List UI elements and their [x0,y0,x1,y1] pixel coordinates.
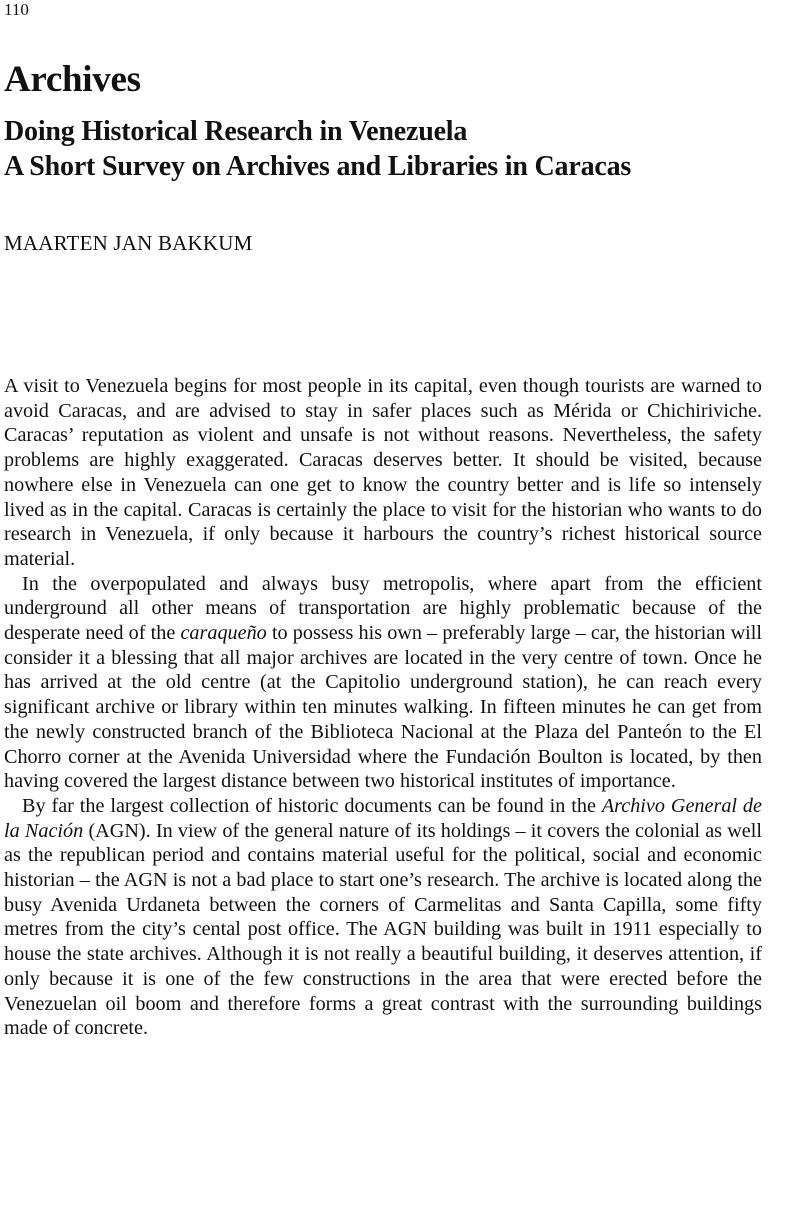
article-body [4,374,762,1041]
paragraph-1: A visit to Venezuela begins for most people in its capital, even though tourists are warned to avoid Caracas, and are advised to stay in safer places such as Mérida or Chichiriviche. Caracas’ reputation as violent and unsafe is not without reasons. Nevertheless, the safety problems are highly exaggerated. Caracas deserves better. It should be visited, because nowhere else in Venezuela can one get to know the country better and is life so intensely lived as in the capital. Caracas is certainly the place to visit for the historian who wants to do research in Venezuela, if only because it harbours the country’s richest historical source material. [4,375,762,570]
paragraph-2 [4,572,762,794]
paragraph-3 [4,794,762,1041]
page-number: 110 [4,0,29,19]
article-title-line-1: Doing Historical Research in Venezuela [4,116,468,147]
article-title [4,114,794,184]
paragraph-3-text-a: By far the largest collection of historic documents can be found in the [22,794,602,817]
article-title-line-2: A Short Survey on Archives and Libraries in Caracas [4,151,632,182]
paragraph-2-text-b: to possess his own – preferably large – car, the historian will consider it a blessing that all major archives are located in the very centre of town. Once he has arrived at the old centre (at the Capitolio underground station), he can reach every significant archive or library within ten minutes walking. In fifteen minutes he can get from the newly constructed branch of the Biblioteca Nacional at the Plaza del Panteón to the El Chorro corner at the Avenida Universidad where the Fundación Boulton is located, by then having covered the largest distance between two historical institutes of importance. [4,622,762,793]
paragraph-2-text-a: In the overpopulated and always busy metropolis, where apart from the efficient underground all other means of transportation are highly problematic because of the desperate need of the [4,572,762,645]
paragraph-3-text-b: (AGN). In view of the general nature of its holdings – it covers the colonial as well as the republican period and contains material useful for the political, social and economic historian – the AGN is not a bad place to start one’s research. The archive is located along the busy Avenida Urdaneta between the corners of Carmelitas and Santa Capilla, some fifty metres from the city’s cental post office. The AGN building was built in 1911 especially to house the state archives. Although it is not really a beautiful building, it deserves attention, if only because it is one of the few constructions in the area that were erected before the Venezuelan oil boom and therefore forms a great contrast with the surrounding buildings made of concrete. [4,819,762,1040]
paragraph-3-italic-term: Archivo General de la Nación [4,794,762,842]
paragraph-2-italic-term: caraqueño [180,622,267,645]
section-title: Archives [4,59,141,100]
author-name: MAARTEN JAN BAKKUM [4,231,253,255]
